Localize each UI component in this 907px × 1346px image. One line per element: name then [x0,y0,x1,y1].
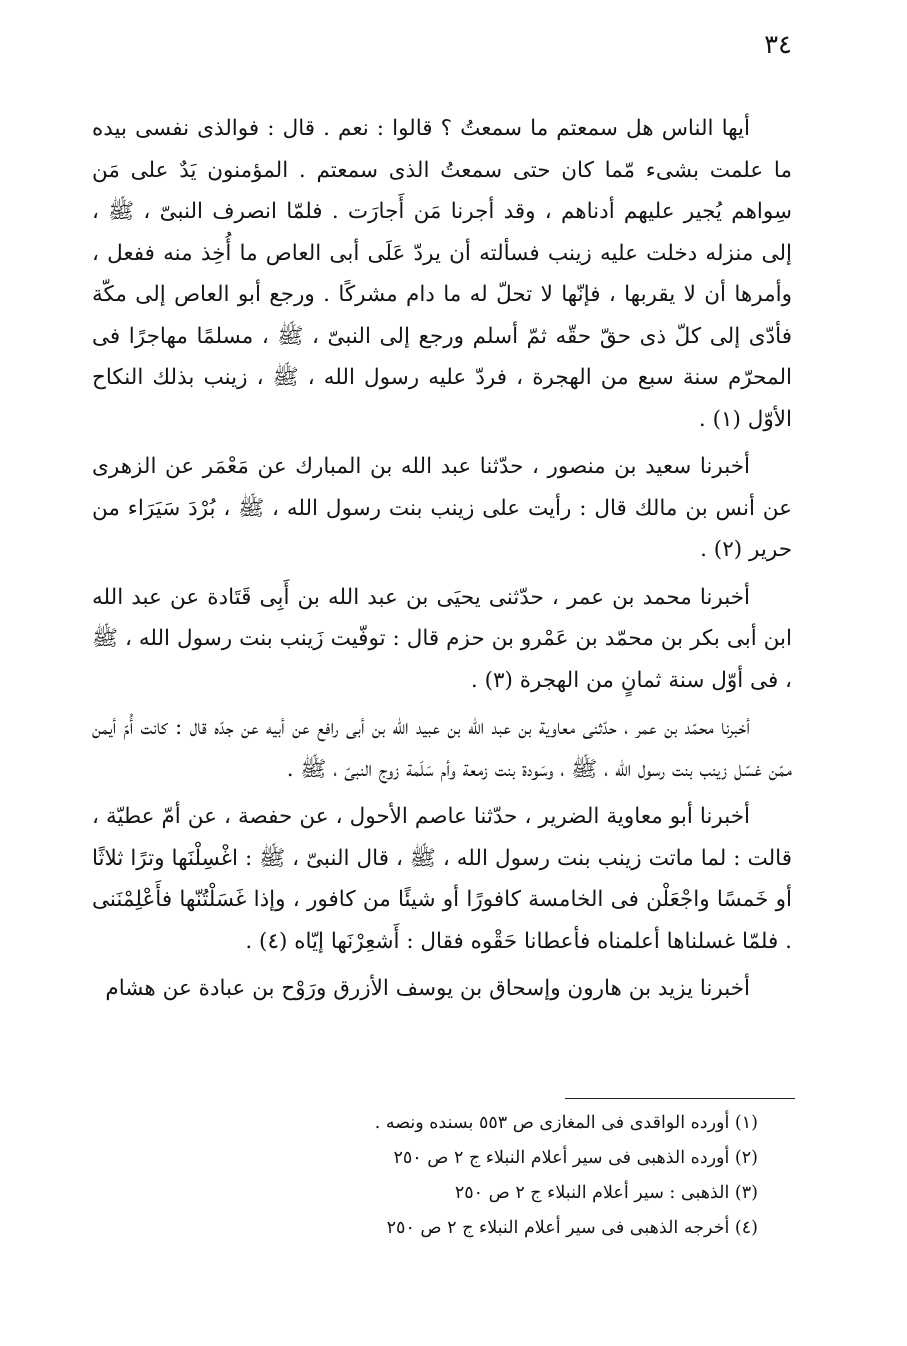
footnotes-list [200,1106,758,1246]
footnote-3: (٣) الذهبى : سير أعلام النبلاء ج ٢ ص ٢٥٠ [454,1183,758,1203]
page-number: ٣٤ [764,30,792,60]
footnote-2: (٢) أورده الذهبى فى سير أعلام النبلاء ج ٢ ص ٢٥٠ [393,1148,758,1168]
footnote-1: (١) أورده الواقدى فى المغازى ص ٥٥٣ بسنده ونصه . [374,1113,758,1133]
paragraph-zainab-death-date: أخبرنا محمد بن عمر ، حدّثنى يحيَى بن عبد الله بن أَبِى قَتَادة عن عبد الله ابن أبى بكر بن محمّد بن عَمْرو بن حزم قال : توفّيت زَينب بنت رسول الله ، ﷺ ، فى أوّل سنة ثمانٍ من الهجرة (٣) . [92,584,792,693]
paragraph-washing-women: أخبرنا محمّد بن عمر ، حدّثنى معاوية بن عبد الله بن عبيد الله بن أبى رافع عن أبيه عن جدّه قال : كانت أُمّ أيمن ممّن غسّل زينب بنت رسول الله ، ﷺ ، وسَودة بنت زمعة وأم سَلَمة زوج النبىّ ، ﷺ . [92,715,792,782]
footnote-4: (٤) أخرجه الذهبى فى سير أعلام النبلاء ج ٢ ص ٢٥٠ [386,1218,758,1238]
paragraph-continuation: أخبرنا يزيد بن هارون وإسحاق بن يوسف الأزرق ورَوْح بن عبادة عن هشام [105,976,750,1001]
paragraph-washing-instructions: أخبرنا أبو معاوية الضرير ، حدّثنا عاصم الأحول ، عن حفصة ، عن أمّ عطيّة ، قالت : لما ماتت زينب بنت رسول الله ، ﷺ ، قال النبىّ ، ﷺ : اغْسِلْنَها وترًا ثلاثًا أو خَمسًا واجْعَلْن فى الخامسة كافورًا أو شيئًا من كافور ، وإذا غَسَلْتُنّها فأَعْلِمْنَنى . فلمّا غسلناها أعلمناه فأعطانا حَقْوه فقال : أَشعِرْنَها إيّاه (٤) . [92,804,792,954]
main-text [92,108,792,1010]
paragraph-silk-cloak-narration: أخبرنا سعيد بن منصور ، حدّثنا عبد الله بن المبارك عن مَعْمَر عن الزهرى عن أنس بن مالك قال : رأيت على زينب بنت رسول الله ، ﷺ ، بُرْدَ سَيَرَاء من حرير (٢) . [92,454,792,562]
paragraph-zainab-story: أيها الناس هل سمعتم ما سمعتُ ؟ قالوا : نعم . قال : فوالذى نفسى بيده ما علمت بشىء مّما كان حتى سمعتُ الذى سمعتم . المؤمنون يَدٌ على مَن سِواهم يُجير عليهم أدناهم ، وقد أجرنا مَن أَجارَت . فلمّا انصرف النبىّ ، ﷺ ، إلى منزله دخلت عليه زينب فسألته أن يردّ عَلَى أبى العاص ما أُخِذ منه ففعل ، وأمرها أن لا يقربها ، فإنّها لا تحلّ له ما دام مشركًا . ورجع أبو العاص إلى مكّة فأدّى إلى كلّ ذى حقّ حقّه ثمّ أسلم ورجع إلى النبىّ ، ﷺ ، مسلمًا مهاجرًا فى المحرّم سنة سبع من الهجرة ، فردّ عليه رسول الله ، ﷺ ، زينب بذلك النكاح الأوّل (١) . [92,116,792,432]
footnote-divider [565,1098,795,1099]
